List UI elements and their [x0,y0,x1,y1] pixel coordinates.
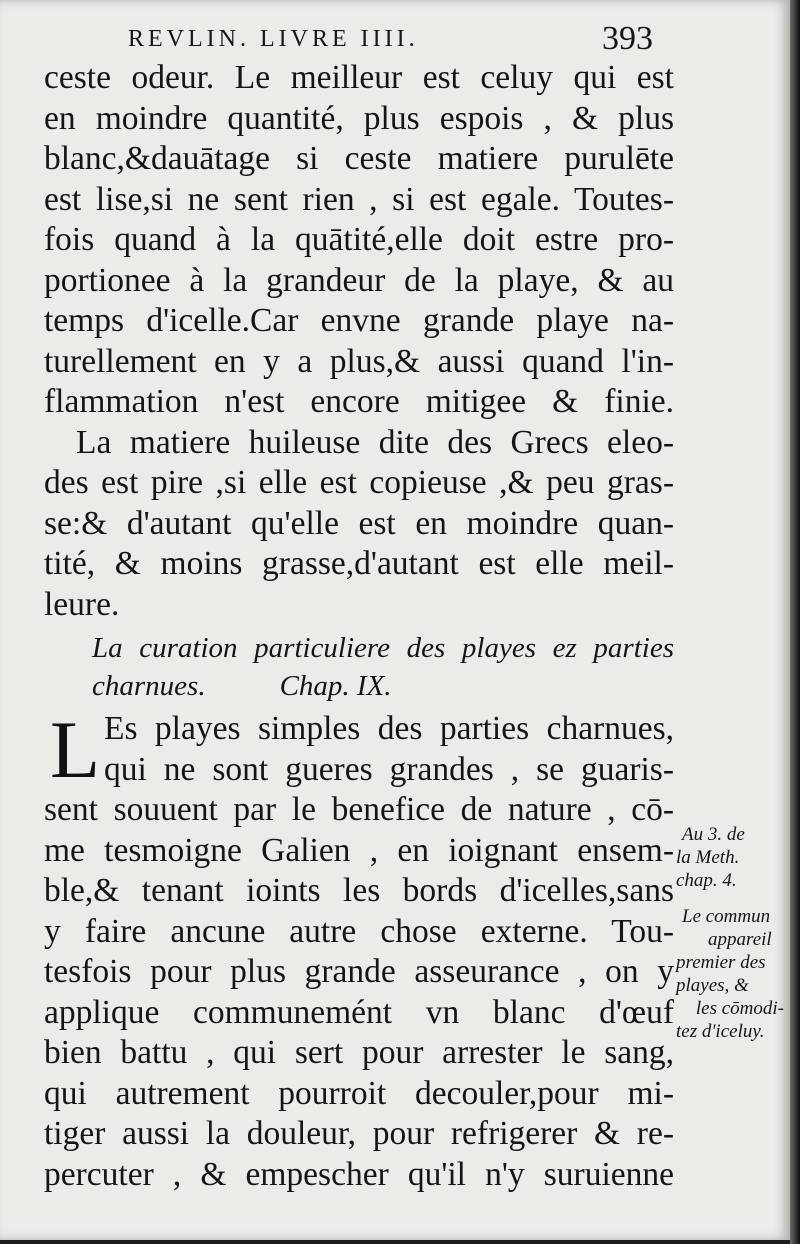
text-line: est lise,si ne sent rien , si est egale. Toutes- [44,180,674,218]
chapter-body [44,704,674,1195]
margin-note-line: appareil [708,929,772,950]
margin-note-line: premier des [676,952,766,973]
text-line: fois quand à la quātité,elle doit estre pro- [44,221,674,258]
text-line: se:& d'autant qu'elle est en moindre quan- [44,504,674,542]
text-line: tesfois pour plus grande asseurance , on y [44,953,674,990]
chapter-heading [44,629,674,705]
page-header [0,20,790,60]
text-line: La matiere huileuse dite des Grecs eleo- [76,423,674,461]
text-line: blanc,&dauātage si ceste matiere purulēte [44,140,674,177]
margin-note-line: la Meth. [676,847,740,868]
text-line: ceste odeur. Le meilleur est celuy qui est [44,59,674,96]
margin-note-appareil [676,905,788,1043]
margin-note-line: tez d'iceluy. [676,1021,765,1042]
text-line: me tesmoigne Galien , en ioignant ensem- [44,831,674,869]
text-line: Es playes simples des parties charnues, [104,710,674,747]
page-edge-shadow [790,0,800,1244]
margin-note-line: Au 3. de [682,824,745,845]
text-line: tité, & moins grasse,d'autant est elle meil- [44,545,674,582]
page-number: 393 [602,20,653,57]
text-line: des est pire ,si elle est copieuse ,& peu gras- [44,464,674,501]
text-line: ble,& tenant ioints les bords d'icelles,sans [44,872,674,909]
chapter-title-line [44,667,674,705]
margin-note-line: playes, & [676,975,749,996]
chapter-title-line: La curation particuliere des playes ez parties [92,632,674,664]
text-line: temps d'icelle.Car envne grande playe na- [44,302,674,339]
margin-note-line: les cōmodi- [695,998,784,1019]
paragraph-huileuse [44,423,674,626]
text-line: applique communemént vn blanc d'œuf [44,993,674,1031]
margin-note-line: Le commun [682,906,771,927]
running-head: REVLIN. LIVRE IIII. [128,26,419,52]
text-line: qui ne sont gueres grandes , se guaris- [104,750,674,788]
chapter-label: Chap. IX. [279,670,392,702]
margin-note-galien [676,823,788,892]
text-line: percuter , & empescher qu'il n'y suruienne [44,1155,674,1193]
chapter-title-end: charnues. [92,670,206,702]
text-line: tiger aussi la douleur, pour refrigerer & re- [44,1115,674,1152]
text-line: turellement en y a plus,& aussi quand l'in- [44,342,674,380]
text-line: flammation n'est encore mitigee & finie. [44,383,674,420]
main-text [44,58,674,1195]
text-line: sent souuent par le benefice de nature , cō- [44,791,674,828]
paragraph-odeur [44,58,674,423]
text-line: qui autrement pourroit decouler,pour mi- [44,1074,674,1112]
drop-cap: L [50,704,101,795]
text-line: bien battu , qui sert pour arrester le sang, [44,1034,674,1071]
text-line: portionee à la grandeur de la playe, & au [44,261,674,299]
text-line: leure. [44,585,120,623]
text-line: en moindre quantité, plus espois , & plus [44,99,674,137]
text-line: y faire ancune autre chose externe. Tou- [44,912,674,950]
margin-note-line: chap. 4. [676,870,737,891]
